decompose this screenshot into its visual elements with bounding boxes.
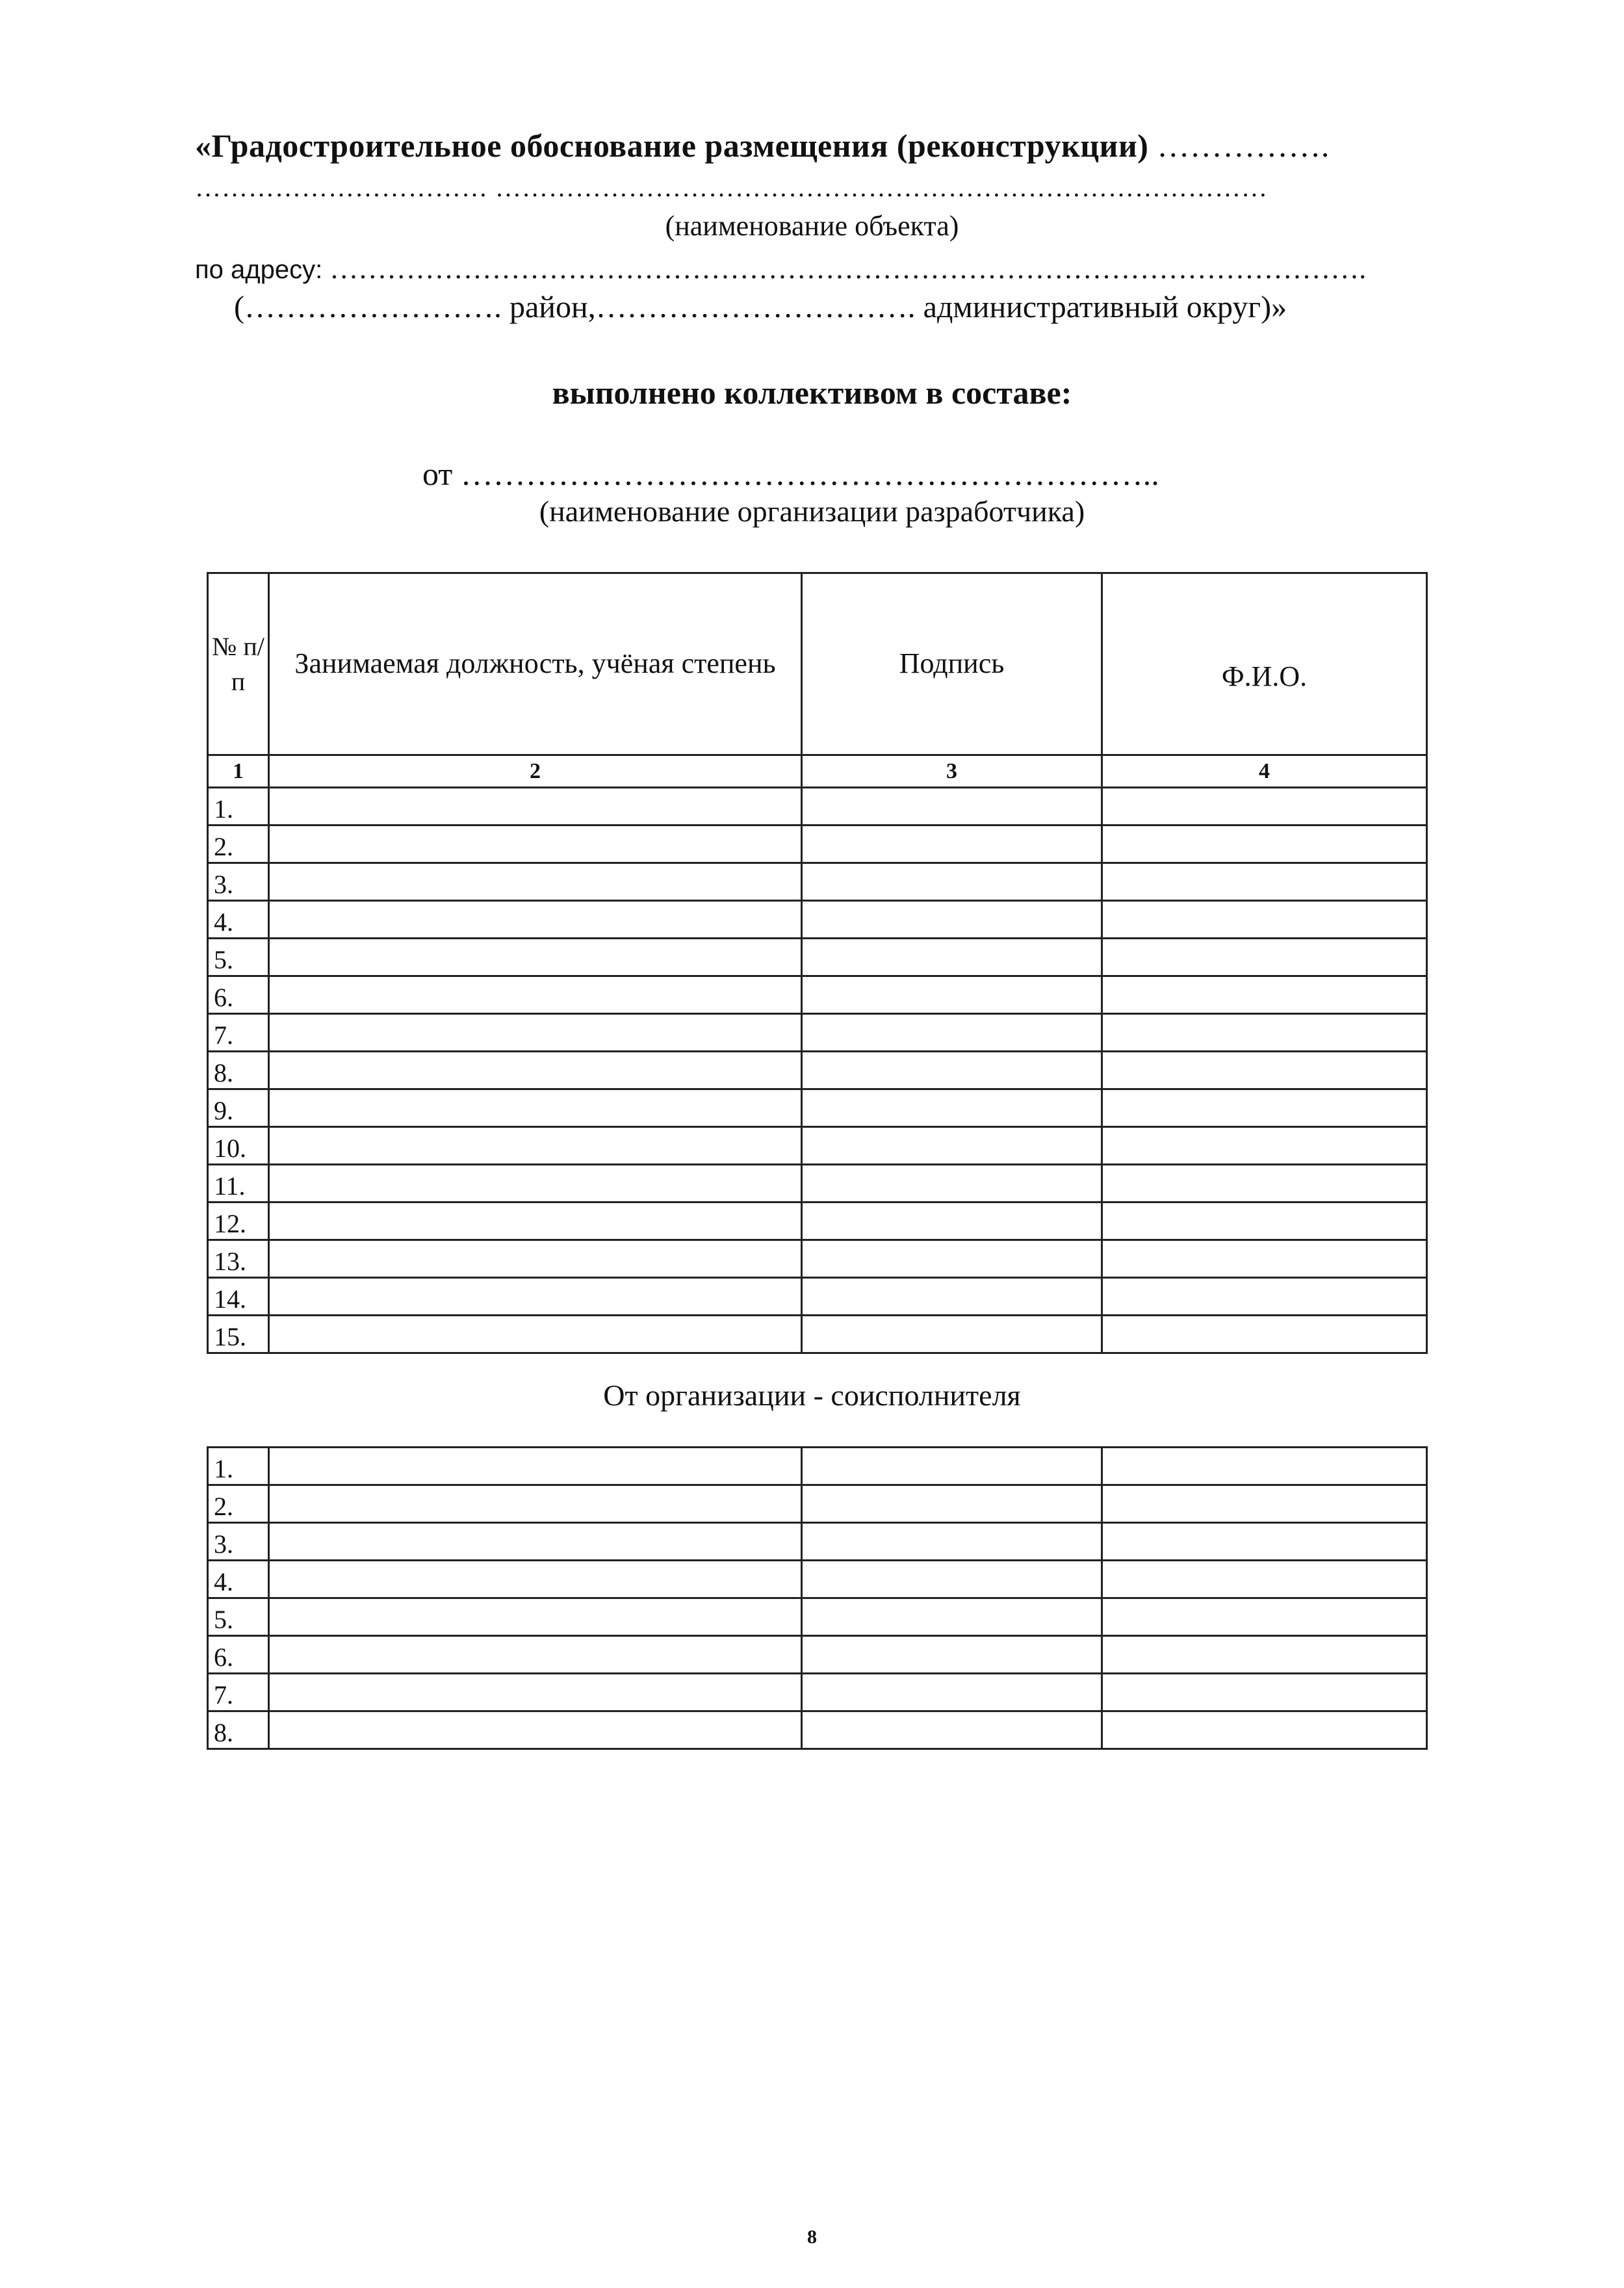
table-row [208, 1014, 1427, 1052]
full-name-cell[interactable] [1102, 1089, 1427, 1127]
position-cell[interactable] [269, 939, 802, 976]
table-row [208, 1711, 1427, 1749]
signature-cell[interactable] [802, 863, 1102, 901]
column-number: 3 [802, 755, 1102, 788]
collective-heading: выполнено коллективом в составе: [552, 374, 1072, 411]
position-cell[interactable] [269, 1165, 802, 1202]
table-row [208, 1561, 1427, 1598]
column-number: 1 [208, 755, 269, 788]
full-name-cell[interactable] [1102, 901, 1427, 939]
signature-cell[interactable] [802, 1523, 1102, 1561]
row-number: 11. [208, 1165, 269, 1202]
signature-cell[interactable] [802, 1165, 1102, 1202]
table-header-row [208, 573, 1427, 755]
full-name-cell[interactable] [1102, 1240, 1427, 1278]
row-number: 7. [208, 1674, 269, 1711]
table-row [208, 1448, 1427, 1485]
row-number: 6. [208, 1636, 269, 1674]
signature-cell[interactable] [802, 1561, 1102, 1598]
signature-cell[interactable] [802, 1052, 1102, 1089]
table-row [208, 1636, 1427, 1674]
document-title-dots: ……………. [1148, 127, 1330, 164]
position-cell[interactable] [269, 1523, 802, 1561]
position-cell[interactable] [269, 1202, 802, 1240]
signature-cell[interactable] [802, 976, 1102, 1014]
signature-cell[interactable] [802, 1598, 1102, 1636]
position-cell[interactable] [269, 863, 802, 901]
full-name-cell[interactable] [1102, 1165, 1427, 1202]
table-row [208, 788, 1427, 826]
table-row [208, 826, 1427, 863]
header-signature: Подпись [802, 573, 1102, 755]
position-cell[interactable] [269, 1448, 802, 1485]
full-name-cell[interactable] [1102, 863, 1427, 901]
position-cell[interactable] [269, 1278, 802, 1316]
signature-cell[interactable] [802, 788, 1102, 826]
position-cell[interactable] [269, 901, 802, 939]
column-number: 2 [269, 755, 802, 788]
table-row [208, 1127, 1427, 1165]
row-number: 9. [208, 1089, 269, 1127]
row-number: 3. [208, 1523, 269, 1561]
signature-cell[interactable] [802, 1636, 1102, 1674]
row-number: 7. [208, 1014, 269, 1052]
signature-cell[interactable] [802, 1240, 1102, 1278]
row-number: 1. [208, 1448, 269, 1485]
position-cell[interactable] [269, 1636, 802, 1674]
row-number: 14. [208, 1278, 269, 1316]
full-name-cell[interactable] [1102, 1052, 1427, 1089]
signature-cell[interactable] [802, 1278, 1102, 1316]
table-row [208, 1052, 1427, 1089]
position-cell[interactable] [269, 1127, 802, 1165]
table-row [208, 1598, 1427, 1636]
document-title-text: «Градостроительное обоснование размещения (реконструкции) [195, 127, 1149, 164]
full-name-cell[interactable] [1102, 788, 1427, 826]
full-name-cell[interactable] [1102, 1485, 1427, 1523]
full-name-cell[interactable] [1102, 1127, 1427, 1165]
table-row [208, 1523, 1427, 1561]
full-name-cell[interactable] [1102, 1598, 1427, 1636]
table-row [208, 1316, 1427, 1353]
full-name-cell[interactable] [1102, 1278, 1427, 1316]
coexecutor-staff-table [207, 1446, 1428, 1750]
position-cell[interactable] [269, 1240, 802, 1278]
position-cell[interactable] [269, 1485, 802, 1523]
document-title [195, 127, 1330, 164]
row-number: 5. [208, 1598, 269, 1636]
row-number: 8. [208, 1711, 269, 1749]
page-number: 8 [807, 2226, 817, 2248]
row-number: 3. [208, 863, 269, 901]
position-cell[interactable] [269, 788, 802, 826]
column-number: 4 [1102, 755, 1427, 788]
full-name-cell[interactable] [1102, 1674, 1427, 1711]
position-cell[interactable] [269, 1711, 802, 1749]
signature-cell[interactable] [802, 826, 1102, 863]
position-cell[interactable] [269, 1598, 802, 1636]
row-number: 13. [208, 1240, 269, 1278]
address-label: по адресу: [195, 255, 323, 284]
address-line [195, 252, 1366, 285]
row-number: 12. [208, 1202, 269, 1240]
coexecutor-heading: От организации - соисполнителя [603, 1379, 1021, 1412]
signature-cell[interactable] [802, 1316, 1102, 1353]
header-number: № п/п [208, 573, 269, 755]
position-cell[interactable] [269, 1561, 802, 1598]
signature-cell[interactable] [802, 939, 1102, 976]
signature-cell[interactable] [802, 901, 1102, 939]
table-row [208, 1240, 1427, 1278]
table-row [208, 939, 1427, 976]
row-number: 4. [208, 1561, 269, 1598]
row-number: 2. [208, 826, 269, 863]
full-name-cell[interactable] [1102, 1316, 1427, 1353]
full-name-cell[interactable] [1102, 1561, 1427, 1598]
signature-cell[interactable] [802, 1674, 1102, 1711]
table-row [208, 976, 1427, 1014]
table-row [208, 1674, 1427, 1711]
position-cell[interactable] [269, 1014, 802, 1052]
full-name-cell[interactable] [1102, 1014, 1427, 1052]
full-name-cell[interactable] [1102, 976, 1427, 1014]
full-name-cell[interactable] [1102, 1448, 1427, 1485]
signature-cell[interactable] [802, 1202, 1102, 1240]
full-name-cell[interactable] [1102, 1711, 1427, 1749]
developer-staff-table [207, 572, 1428, 1354]
object-name-dots: …………………………… …………………………………………………………………………… [195, 173, 1268, 202]
row-number: 8. [208, 1052, 269, 1089]
row-number: 2. [208, 1485, 269, 1523]
table-row [208, 1485, 1427, 1523]
column-number-row [208, 755, 1427, 788]
organization-caption: (наименование организации разработчика) [539, 495, 1085, 528]
signature-cell[interactable] [802, 1014, 1102, 1052]
full-name-cell[interactable] [1102, 1202, 1427, 1240]
signature-cell[interactable] [802, 1485, 1102, 1523]
row-number: 1. [208, 788, 269, 826]
table-row [208, 1089, 1427, 1127]
full-name-cell[interactable] [1102, 1636, 1427, 1674]
row-number: 5. [208, 939, 269, 976]
header-position: Занимаемая должность, учёная степень [269, 573, 802, 755]
position-cell[interactable] [269, 1316, 802, 1353]
full-name-cell[interactable] [1102, 939, 1427, 976]
row-number: 15. [208, 1316, 269, 1353]
signature-cell[interactable] [802, 1711, 1102, 1749]
full-name-cell[interactable] [1102, 826, 1427, 863]
address-dots: ………………………………………………………………………………………………. [322, 253, 1367, 285]
table-row [208, 901, 1427, 939]
position-cell[interactable] [269, 1089, 802, 1127]
table-row [208, 1165, 1427, 1202]
row-number: 10. [208, 1127, 269, 1165]
position-cell[interactable] [269, 826, 802, 863]
district-line: (……………………. район,…………………………. административный округ)» [234, 290, 1287, 324]
row-number: 6. [208, 976, 269, 1014]
position-cell[interactable] [269, 976, 802, 1014]
position-cell[interactable] [269, 1052, 802, 1089]
position-cell[interactable] [269, 1674, 802, 1711]
full-name-cell[interactable] [1102, 1523, 1427, 1561]
organization-from-line: от ……………………………………………………….. [422, 456, 1159, 492]
signature-cell[interactable] [802, 1127, 1102, 1165]
header-full-name: Ф.И.О. [1102, 573, 1427, 755]
row-number: 4. [208, 901, 269, 939]
signature-cell[interactable] [802, 1448, 1102, 1485]
table-row [208, 863, 1427, 901]
signature-cell[interactable] [802, 1089, 1102, 1127]
table-row [208, 1278, 1427, 1316]
object-name-caption: (наименование объекта) [665, 210, 959, 242]
table-row [208, 1202, 1427, 1240]
